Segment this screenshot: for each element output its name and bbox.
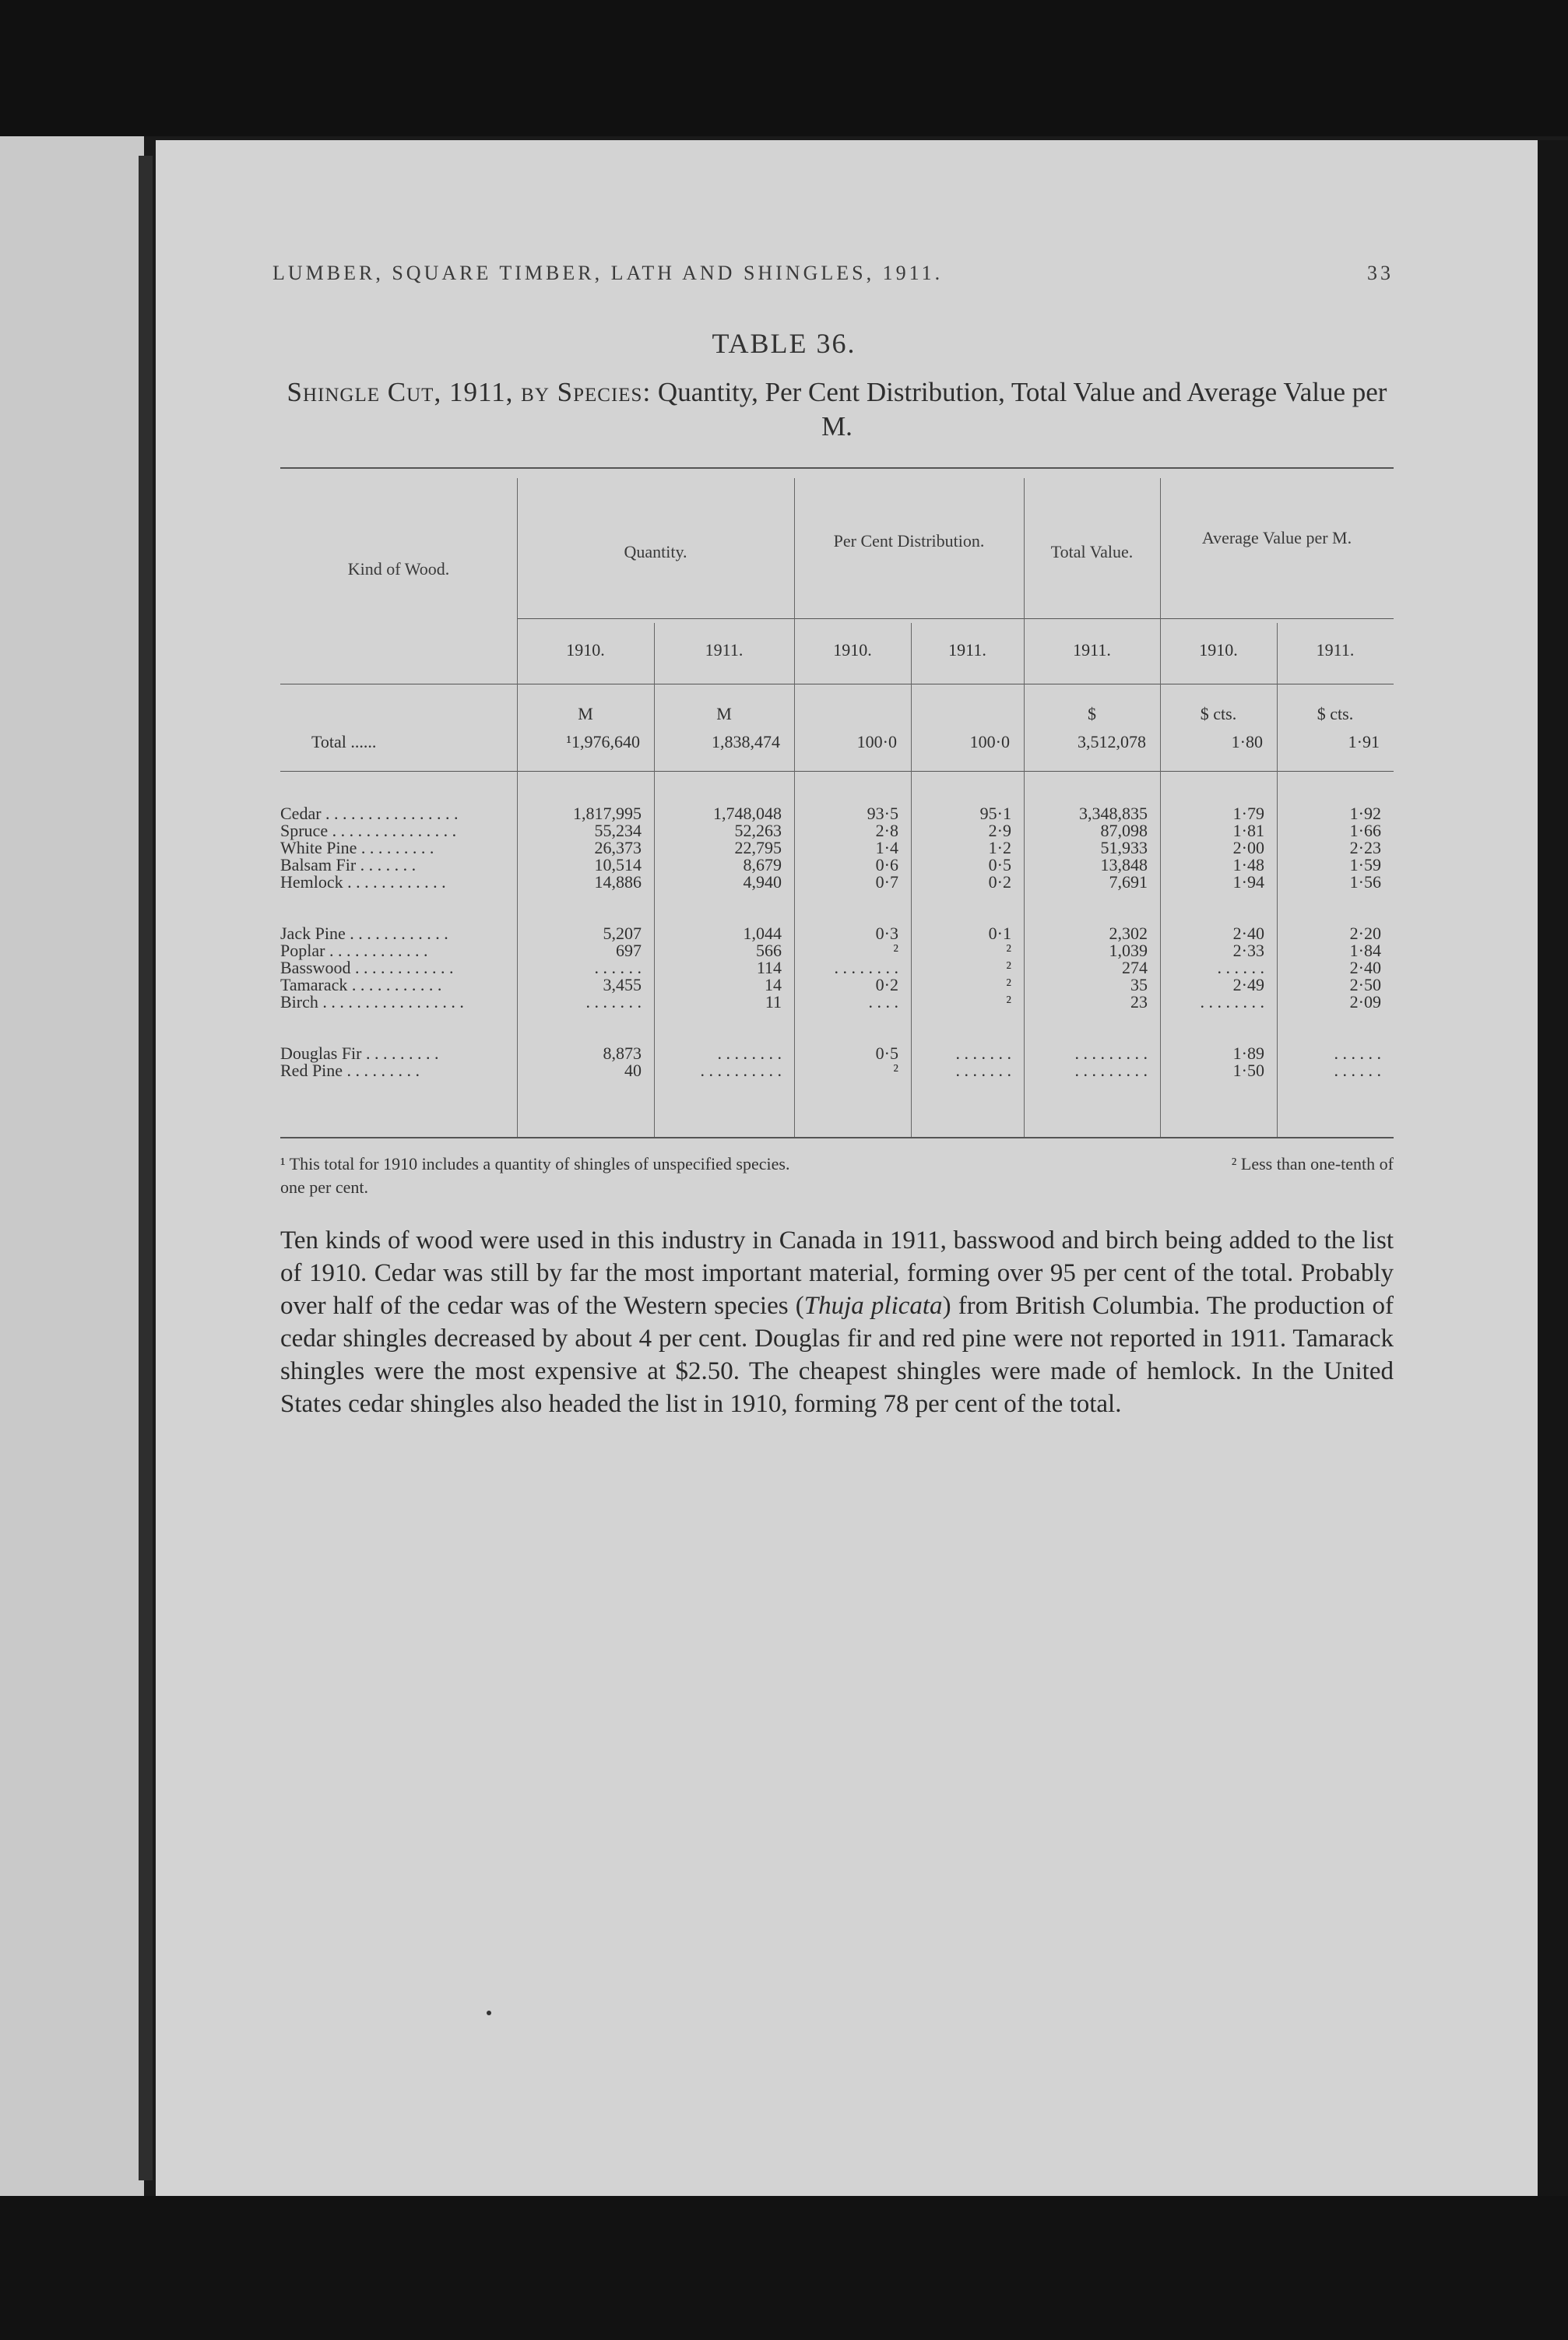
species-value: ² <box>1006 958 1011 977</box>
species-value: . . . . . . . <box>955 1061 1011 1080</box>
header-mid-rule <box>517 618 1394 619</box>
species-value: 93·5 <box>867 804 898 823</box>
species-value: 0·6 <box>875 855 898 874</box>
species-value: 1·79 <box>1232 804 1264 823</box>
species-value: . . . . . . . . . <box>1074 1043 1148 1063</box>
caption-rest: Quantity, Per Cent Distribution, Total Value and Average Value per M. <box>657 377 1387 442</box>
species-value: 1,044 <box>743 924 782 943</box>
caption-lead: Shingle Cut, 1911, by Species: <box>287 377 652 407</box>
species-value: 2·40 <box>1349 958 1381 977</box>
total-row-value: 1·91 <box>1348 732 1380 751</box>
species-value: 87,098 <box>1100 821 1148 840</box>
species-name: Thuja plicata <box>803 1292 943 1320</box>
species-label: Tamarack . . . . . . . . . . . <box>280 975 442 994</box>
scan-background-bottom <box>0 2196 1568 2340</box>
species-label: Jack Pine . . . . . . . . . . . . <box>280 924 448 943</box>
species-value: 2·20 <box>1349 924 1381 943</box>
total-row-value: 1,838,474 <box>712 732 780 751</box>
unit-label: $ <box>1088 704 1096 723</box>
header-total-value: Total Value. <box>1050 542 1134 561</box>
year-header: 1910. <box>566 640 605 660</box>
species-value: 22,795 <box>734 838 782 857</box>
species-value: 1·92 <box>1349 804 1381 823</box>
species-label: Red Pine . . . . . . . . . <box>280 1061 420 1080</box>
species-value: 0·3 <box>875 924 898 943</box>
species-value: 3,455 <box>603 975 642 994</box>
shingle-table <box>280 467 1394 1145</box>
species-value: 697 <box>616 941 642 960</box>
species-value: 26,373 <box>594 838 642 857</box>
species-value: 566 <box>756 941 782 960</box>
total-row-value: 1·80 <box>1231 732 1263 751</box>
species-value: . . . . . . <box>594 958 642 977</box>
species-value: ² <box>1006 975 1011 994</box>
col-rule <box>1024 478 1025 1137</box>
species-value: 1·94 <box>1232 872 1264 892</box>
species-value: 1,039 <box>1109 941 1148 960</box>
species-value: . . . . <box>868 992 898 1012</box>
species-label: White Pine . . . . . . . . . <box>280 838 434 857</box>
species-value: 23 <box>1130 992 1148 1012</box>
species-value: 13,848 <box>1100 855 1148 874</box>
species-value: 0·5 <box>988 855 1011 874</box>
header-kind-of-wood: Kind of Wood. <box>347 559 450 579</box>
unit-label: $ cts. <box>1200 704 1237 723</box>
table-title: TABLE 36. <box>712 328 856 359</box>
species-value: 40 <box>624 1061 642 1080</box>
species-value: . . . . . . . . . . <box>700 1061 782 1080</box>
species-value: 2·50 <box>1349 975 1381 994</box>
col-rule <box>1277 623 1278 1137</box>
species-label: Birch . . . . . . . . . . . . . . . . . <box>280 992 464 1012</box>
total-bottom-rule <box>280 771 1394 772</box>
unit-label: M <box>578 704 593 723</box>
species-value: 1,748,048 <box>713 804 782 823</box>
col-rule <box>654 623 655 1137</box>
species-value: . . . . . . <box>1334 1043 1381 1063</box>
species-value: 1·81 <box>1232 821 1264 840</box>
species-value: . . . . . . <box>1217 958 1264 977</box>
table-top-rule <box>280 467 1394 469</box>
species-value: 0·7 <box>875 872 898 892</box>
species-value: 51,933 <box>1100 838 1148 857</box>
species-value: 35 <box>1130 975 1148 994</box>
species-value: 1·48 <box>1232 855 1264 874</box>
col-rule <box>794 478 795 1137</box>
species-value: ² <box>1006 992 1011 1012</box>
species-value: 95·1 <box>979 804 1011 823</box>
binding-shadow <box>139 156 153 2180</box>
species-value: 1·84 <box>1349 941 1381 960</box>
species-value: 2,302 <box>1109 924 1148 943</box>
species-value: . . . . . . . . <box>1200 992 1264 1012</box>
species-value: 2·40 <box>1232 924 1264 943</box>
species-value: 1·59 <box>1349 855 1381 874</box>
species-value: 3,348,835 <box>1079 804 1148 823</box>
species-label: Cedar . . . . . . . . . . . . . . . . <box>280 804 459 823</box>
species-value: . . . . . . . . . <box>1074 1061 1148 1080</box>
total-row-value: 100·0 <box>856 732 897 751</box>
species-value: 55,234 <box>594 821 642 840</box>
species-label: Poplar . . . . . . . . . . . . <box>280 941 428 960</box>
species-value: 1·50 <box>1232 1061 1264 1080</box>
table-bottom-rule <box>280 1137 1394 1138</box>
species-value: 1·66 <box>1349 821 1381 840</box>
species-value: 1,817,995 <box>573 804 642 823</box>
total-row-value: 3,512,078 <box>1078 732 1146 751</box>
unit-label: M <box>716 704 732 723</box>
species-value: 14 <box>765 975 782 994</box>
species-value: ² <box>893 941 898 960</box>
species-value: 114 <box>756 958 782 977</box>
species-value: 0·5 <box>875 1043 898 1063</box>
species-value: 8,873 <box>603 1043 642 1063</box>
running-head <box>272 262 1394 285</box>
header-average-value: Average Value per M. <box>1201 528 1352 547</box>
body-text-part: ) from British Columbia. The production of cedar shingles decreased by about 4 per cent. Douglas fir and red pine were not reported in 1911. Tamarack shingles were the most expensive at $2.50. The cheapest shingles were made of hemlock. In the United States cedar shingles also headed the list in 1910, forming 78 per cent of the total. <box>280 1292 1394 1418</box>
footnotes <box>280 1152 1394 1199</box>
species-value: . . . . . . . <box>585 992 642 1012</box>
header-quantity: Quantity. <box>624 542 687 561</box>
species-value: 0·2 <box>988 872 1011 892</box>
running-title: LUMBER, SQUARE TIMBER, LATH AND SHINGLES, 1911. <box>272 262 944 284</box>
species-value: 10,514 <box>594 855 642 874</box>
species-value: . . . . . . <box>1334 1061 1381 1080</box>
species-value: ² <box>1006 941 1011 960</box>
species-value: 2·9 <box>988 821 1011 840</box>
table-caption <box>280 375 1394 444</box>
species-label: Douglas Fir . . . . . . . . . <box>280 1043 439 1063</box>
year-header: 1910. <box>1199 640 1238 660</box>
year-header: 1911. <box>705 640 744 660</box>
year-header: 1911. <box>1316 640 1355 660</box>
species-value: 1·4 <box>875 838 898 857</box>
species-value: . . . . . . . . <box>717 1043 782 1063</box>
body-paragraph <box>280 1224 1394 1420</box>
body-text-part: Ten kinds of wood were used in this industry in Canada in 1911, basswood and birch being added to the list of 1910. Cedar was still by far the most important material, forming over 95 per cent of the total. Probably over half of the cedar was of the Western species ( <box>280 1226 1394 1320</box>
scan-speck <box>487 2011 491 2015</box>
unit-label: $ cts. <box>1317 704 1354 723</box>
species-value: 2·8 <box>875 821 898 840</box>
species-value: 2·23 <box>1349 838 1381 857</box>
page-number: 33 <box>1367 262 1394 284</box>
total-row-value: 100·0 <box>969 732 1010 751</box>
species-value: . . . . . . . . <box>834 958 898 977</box>
facing-page-edge <box>0 136 144 2231</box>
species-value: . . . . . . . <box>955 1043 1011 1063</box>
col-rule <box>911 623 912 1137</box>
total-row-value: ¹1,976,640 <box>566 732 640 751</box>
footnote-2-continuation: one per cent. <box>280 1177 368 1197</box>
species-value: 274 <box>1122 958 1148 977</box>
species-label: Spruce . . . . . . . . . . . . . . . <box>280 821 457 840</box>
species-value: 14,886 <box>594 872 642 892</box>
total-row-label: Total ...... <box>311 732 377 751</box>
species-value: 8,679 <box>743 855 782 874</box>
species-value: ² <box>893 1061 898 1080</box>
header-per-cent: Per Cent Distribution. <box>833 531 985 551</box>
species-label: Balsam Fir . . . . . . . <box>280 855 417 874</box>
species-value: 1·89 <box>1232 1043 1264 1063</box>
year-header: 1911. <box>948 640 986 660</box>
species-value: 2·33 <box>1232 941 1264 960</box>
species-label: Hemlock . . . . . . . . . . . . <box>280 872 446 892</box>
footnote-2: ² Less than one-tenth of <box>1231 1154 1394 1174</box>
species-value: 2·09 <box>1349 992 1381 1012</box>
species-label: Basswood . . . . . . . . . . . . <box>280 958 454 977</box>
col-rule <box>1160 478 1161 1137</box>
species-value: 2·49 <box>1232 975 1264 994</box>
species-value: 52,263 <box>734 821 782 840</box>
species-value: 1·2 <box>988 838 1011 857</box>
year-header: 1910. <box>833 640 872 660</box>
scan-background-right <box>1538 140 1568 2196</box>
species-value: 7,691 <box>1109 872 1148 892</box>
year-header: 1911. <box>1073 640 1111 660</box>
species-value: 0·1 <box>988 924 1011 943</box>
footnote-1: ¹ This total for 1910 includes a quantity of shingles of unspecified species. <box>280 1154 790 1174</box>
species-value: 0·2 <box>875 975 898 994</box>
species-value: 2·00 <box>1232 838 1264 857</box>
species-value: 5,207 <box>603 924 642 943</box>
species-value: 11 <box>765 992 782 1012</box>
species-value: 1·56 <box>1349 872 1381 892</box>
scan-background-top <box>0 0 1568 136</box>
species-value: 4,940 <box>743 872 782 892</box>
col-rule <box>517 478 518 1137</box>
